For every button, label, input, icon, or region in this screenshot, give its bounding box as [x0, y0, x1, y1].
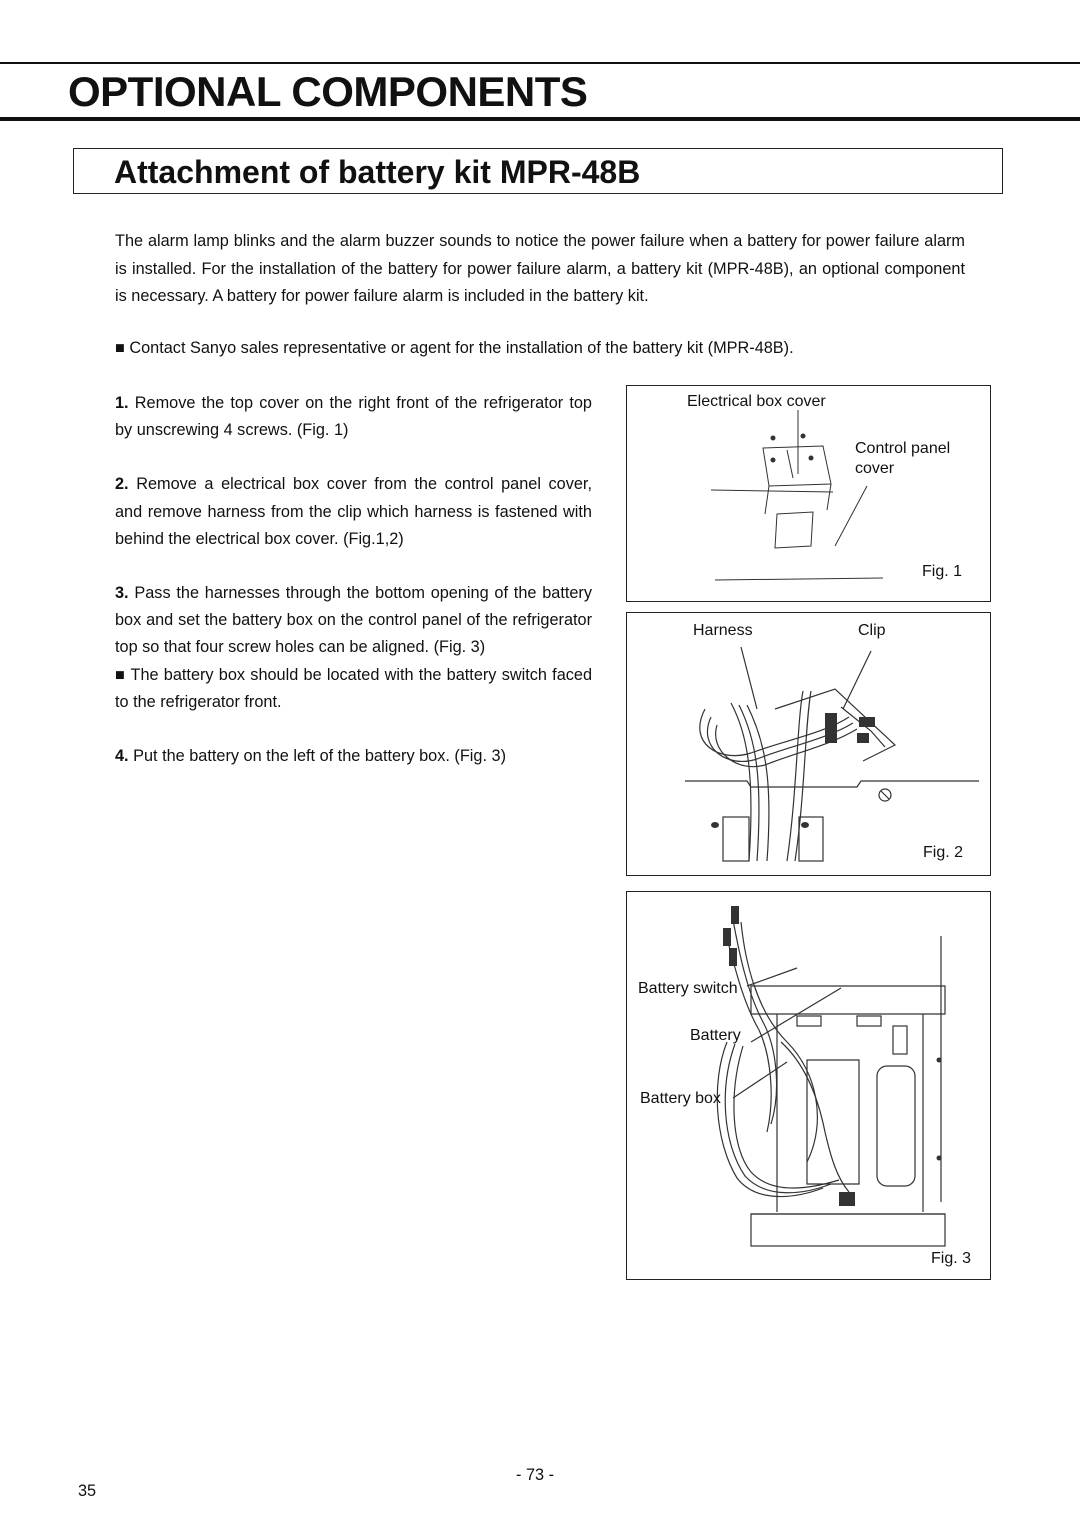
section-heading-box — [73, 148, 1003, 194]
intro-paragraph: The alarm lamp blinks and the alarm buzzer sounds to notice the power failure when a battery for power failure alarm is installed. For the installation of the battery for power failure alarm, a battery kit (MPR-48B), an optional component is necessary. A battery for power failure alarm is included in the battery kit. — [115, 232, 965, 305]
header-rule-top — [0, 62, 1080, 64]
figure-3 — [626, 891, 991, 1280]
figure-2 — [626, 612, 991, 876]
step-note: ■ The battery box should be located with the battery switch faced to the refrigerator front. — [115, 665, 592, 711]
step-text: Pass the harnesses through the bottom opening of the battery box and set the battery box on the control panel of the refrigerator top so that four screw holes can be aligned. (Fig. 3) — [115, 584, 592, 657]
figure-1-caption: Fig. 1 — [922, 563, 963, 580]
step-2 — [115, 471, 592, 553]
label-battery-switch: Battery switch — [638, 980, 738, 997]
page-number: - 73 - — [516, 1466, 555, 1484]
label-control-panel: Control panel — [855, 440, 951, 457]
step-1 — [115, 390, 592, 444]
figure-3-caption: Fig. 3 — [931, 1250, 972, 1267]
page-title: OPTIONAL COMPONENTS — [68, 68, 588, 115]
step-3 — [115, 580, 592, 716]
step-number: 4. — [115, 747, 129, 766]
section-title: Attachment of battery kit MPR-48B — [114, 154, 641, 190]
intro-note: ■ Contact Sanyo sales representative or agent for the installation of the battery kit (MPR-48B). — [115, 339, 794, 357]
label-electrical-box-cover: Electrical box cover — [687, 393, 826, 410]
label-harness: Harness — [693, 622, 753, 639]
step-number: 1. — [115, 394, 129, 412]
label-control-panel-cover: cover — [855, 460, 895, 477]
figure-2-caption: Fig. 2 — [923, 844, 964, 861]
figure-1 — [626, 385, 991, 602]
corner-page-number: 35 — [78, 1482, 97, 1500]
label-battery: Battery — [690, 1027, 741, 1044]
step-text: Remove the top cover on the right front of the refrigerator top by unscrewing 4 screws. (Fig. 1) — [115, 394, 592, 440]
figure-2-drawing — [627, 613, 992, 877]
figure-3-drawing — [627, 892, 992, 1281]
step-number: 2. — [115, 475, 129, 494]
step-number: 3. — [115, 584, 129, 603]
step-text: Remove a electrical box cover from the control panel cover, and remove harness from the clip which harness is fastened with behind the electrical box cover. (Fig.1,2) — [115, 475, 592, 548]
step-4 — [115, 743, 592, 770]
header-rule-bottom — [0, 117, 1080, 121]
step-text: Put the battery on the left of the battery box. (Fig. 3) — [133, 747, 506, 766]
label-clip: Clip — [858, 622, 886, 639]
label-battery-box: Battery box — [640, 1090, 721, 1107]
instruction-steps — [115, 390, 592, 797]
